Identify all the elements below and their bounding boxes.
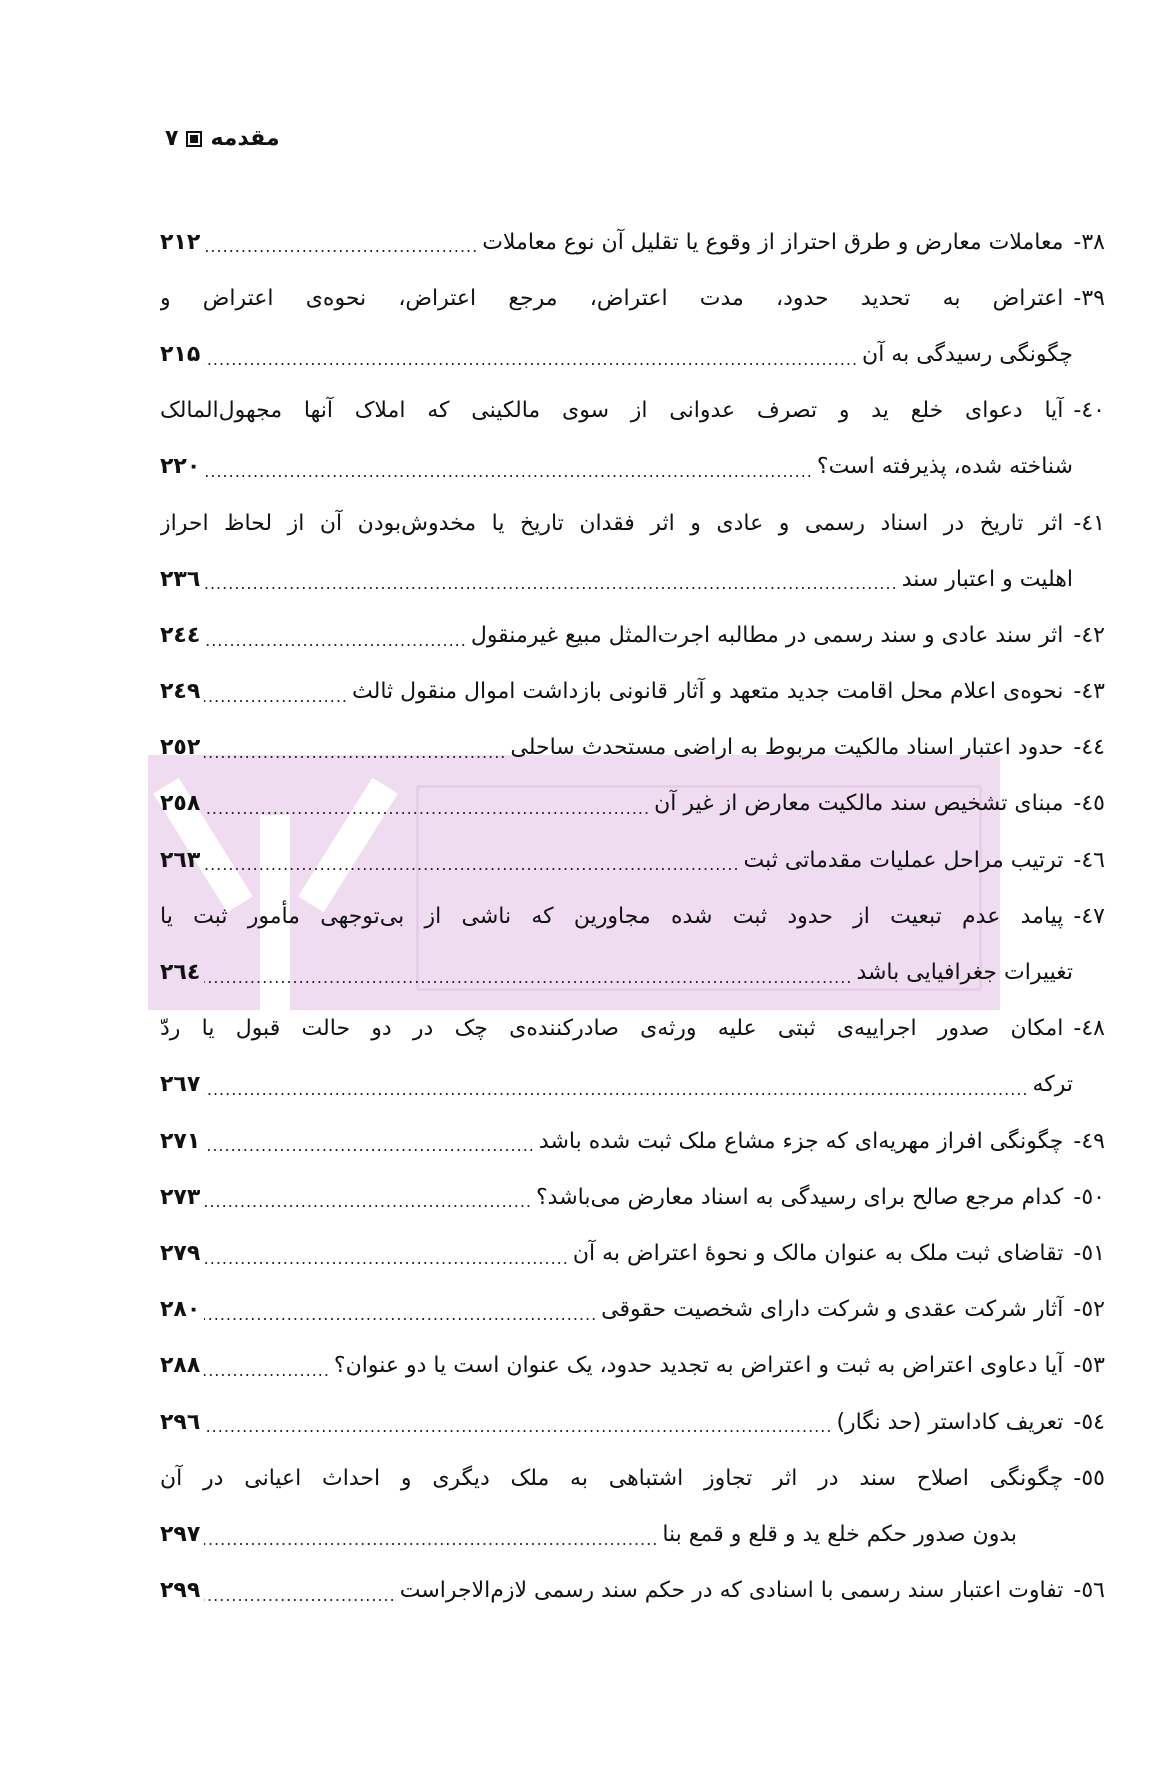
toc-line	[160, 439, 1105, 495]
entry-number: ٤٤-	[1073, 735, 1105, 761]
dot-leader	[204, 1361, 330, 1394]
entry-title: شناخته شده، پذیرفته است؟	[816, 454, 1073, 480]
toc-entry[interactable]	[160, 720, 1105, 776]
entry-page: ۲٤۹	[160, 679, 201, 705]
toc-line	[160, 1450, 1105, 1506]
square-bullet-icon	[186, 131, 202, 147]
entry-number: ۳۸-	[1073, 229, 1105, 255]
entry-page: ۲٥۲	[160, 735, 201, 761]
dot-leader	[204, 799, 650, 832]
dot-leader	[204, 1530, 658, 1563]
toc-line	[160, 1394, 1105, 1450]
entry-page: ۲٦۷	[160, 1072, 201, 1098]
page-number: ۷	[165, 126, 179, 151]
entry-title: پیامد عدم تبعیت از حدود ثبت شده مجاورین که ناشی از بی‌توجهی مأمور ثبت یا	[160, 903, 1064, 929]
dot-leader	[204, 743, 506, 776]
entry-title: آیا دعاوی اعتراض به ثبت و اعتراض به تجدید حدود، یک عنوان است یا دو عنوان؟	[333, 1353, 1064, 1379]
toc-entry[interactable]	[160, 1169, 1105, 1225]
table-of-contents	[160, 214, 1105, 1619]
entry-title: اعتراض به تحدید حدود، مدت اعتراض، مرجع اعتراض، نحوه‌ی اعتراض و	[160, 285, 1064, 311]
entry-title: اثر سند عادی و سند رسمی در مطالبه اجرت‌المثل مبیع غیرمنقول	[470, 622, 1064, 648]
toc-line	[160, 944, 1105, 1000]
toc-entry[interactable]	[160, 888, 1105, 1000]
entry-number: ٤۰-	[1073, 398, 1105, 424]
entry-title: تغییرات جغرافیایی باشد	[856, 960, 1073, 986]
toc-entry[interactable]	[160, 495, 1105, 607]
entry-number: ٥۰-	[1073, 1184, 1105, 1210]
entry-title: تعریف کاداستر (حد نگار)	[836, 1409, 1064, 1435]
dot-leader	[204, 1249, 569, 1282]
toc-entry[interactable]	[160, 1282, 1105, 1338]
toc-entry[interactable]	[160, 1113, 1105, 1169]
toc-entry[interactable]	[160, 270, 1105, 382]
entry-page: ۲۸۸	[160, 1353, 201, 1379]
toc-line	[160, 1563, 1105, 1619]
entry-number: ٥٦-	[1073, 1578, 1105, 1604]
entry-page: ۲۷۱	[160, 1128, 201, 1154]
section-title: مقدمه	[210, 126, 280, 151]
entry-title: چگونگی اصلاح سند در اثر تجاوز اشتباهی به ملک دیگری و احداث اعیانی در آن	[160, 1465, 1064, 1491]
entry-title: نحوه‌ی اعلام محل اقامت جدید متعهد و آثار قانونی بازداشت اموال منقول ثالث	[352, 679, 1064, 705]
entry-page: ۲٥۸	[160, 791, 201, 817]
entry-number: ٤٥-	[1073, 791, 1105, 817]
entry-number: ٤۲-	[1073, 622, 1105, 648]
entry-title: امکان صدور اجراییه‌ی ثبتی علیه ورثه‌ی صادرکننده‌ی چک در دو حالت قبول یا ردّ	[160, 1016, 1064, 1042]
toc-entry[interactable]	[160, 1001, 1105, 1113]
entry-page: ۲۹٦	[160, 1409, 201, 1435]
entry-number: ٥۲-	[1073, 1297, 1105, 1323]
entry-title: حدود اعتبار اسناد مالکیت مربوط به اراضی مستحدث ساحلی	[510, 735, 1064, 761]
entry-title: ترکه	[1032, 1072, 1073, 1098]
entry-number: ٤۹-	[1073, 1128, 1105, 1154]
toc-line	[160, 1338, 1105, 1394]
dot-leader	[204, 1192, 532, 1225]
dot-leader	[204, 631, 467, 664]
entry-number: ٥٥-	[1073, 1465, 1105, 1491]
dot-leader	[204, 687, 348, 720]
entry-number: ٥۳-	[1073, 1353, 1105, 1379]
entry-number: ٥٤-	[1073, 1409, 1105, 1435]
entry-title: اثر تاریخ در اسناد رسمی و عادی و اثر فقدان تاریخ یا مخدوش‌بودن آن از لحاظ احراز	[160, 510, 1064, 536]
toc-entry[interactable]	[160, 1338, 1105, 1394]
entry-title: ترتیب مراحل عملیات مقدماتی ثبت	[743, 847, 1064, 873]
entry-number: ٤۱-	[1073, 510, 1105, 536]
entry-title: آثار شرکت عقدی و شرکت دارای شخصیت حقوقی	[601, 1297, 1064, 1323]
toc-entry[interactable]	[160, 607, 1105, 663]
toc-line	[160, 1282, 1105, 1338]
entry-title: آیا دعوای خلع ید و تصرف عدوانی از سوی مالکینی که املاک آنها مجهول‌المالک	[160, 398, 1064, 424]
dot-leader	[204, 1586, 395, 1619]
dot-leader	[204, 855, 739, 888]
dot-leader	[204, 574, 897, 607]
toc-line	[160, 383, 1105, 439]
entry-page: ۲۷۳	[160, 1184, 201, 1210]
entry-page: ۲۱۲	[160, 229, 201, 255]
toc-line	[160, 664, 1105, 720]
entry-page: ۲٤٤	[160, 622, 201, 648]
entry-title: تقاضای ثبت ملک به عنوان مالک و نحوهٔ اعتراض به آن	[572, 1240, 1064, 1266]
entry-title: معاملات معارض و طرق احتراز از وقوع یا تقلیل آن نوع معاملات	[482, 229, 1064, 255]
entry-title: چگونگی افراز مهریه‌ای که جزء مشاع ملک ثبت شده باشد	[538, 1128, 1064, 1154]
entry-page: ۲٦۳	[160, 847, 201, 873]
dot-leader	[204, 462, 813, 495]
toc-entry[interactable]	[160, 776, 1105, 832]
entry-number: ٥۱-	[1073, 1240, 1105, 1266]
toc-line	[160, 832, 1105, 888]
toc-line	[160, 214, 1105, 270]
dot-leader	[204, 237, 478, 270]
toc-line	[160, 1057, 1105, 1113]
entry-page: ۲٦٤	[160, 960, 201, 986]
entry-title: اهلیت و اعتبار سند	[901, 566, 1073, 592]
toc-entry[interactable]	[160, 1225, 1105, 1281]
dot-leader	[204, 968, 852, 1001]
toc-entry[interactable]	[160, 664, 1105, 720]
entry-title: بدون صدور حکم خلع ید و قلع و قمع بنا	[662, 1521, 1017, 1547]
entry-title: تفاوت اعتبار سند رسمی با اسنادی که در حکم سند رسمی لازم‌الاجراست	[399, 1578, 1064, 1604]
entry-page: ۲۸۰	[160, 1297, 201, 1323]
entry-number: ٤۷-	[1073, 903, 1105, 929]
entry-page: ۲۷۹	[160, 1240, 201, 1266]
toc-line	[160, 720, 1105, 776]
entry-number: ٤۸-	[1073, 1016, 1105, 1042]
toc-line	[160, 1001, 1105, 1057]
toc-line	[160, 888, 1105, 944]
toc-line	[160, 1506, 1105, 1562]
entry-page: ۲۲۰	[160, 454, 201, 480]
dot-leader	[204, 1080, 1028, 1113]
dot-leader	[204, 1305, 597, 1338]
toc-line	[160, 270, 1105, 326]
entry-page: ۲۱۵	[160, 341, 201, 367]
entry-title: چگونگی رسیدگی به آن	[862, 341, 1073, 367]
entry-number: ٤۳-	[1073, 679, 1105, 705]
entry-page: ۲۹۷	[160, 1521, 201, 1547]
toc-line	[160, 776, 1105, 832]
toc-line	[160, 551, 1105, 607]
entry-page: ۲۳٦	[160, 566, 201, 592]
dot-leader	[204, 1136, 535, 1169]
entry-title: کدام مرجع صالح برای رسیدگی به اسناد معارض می‌باشد؟	[536, 1184, 1064, 1210]
entry-number: ۳۹-	[1073, 285, 1105, 311]
entry-number: ٤٦-	[1073, 847, 1105, 873]
entry-title: مبنای تشخیص سند مالکیت معارض از غیر آن	[654, 791, 1064, 817]
dot-leader	[204, 1417, 832, 1450]
running-header	[165, 126, 280, 151]
toc-line	[160, 1169, 1105, 1225]
toc-entry[interactable]	[160, 1450, 1105, 1562]
toc-entry[interactable]	[160, 832, 1105, 888]
toc-entry[interactable]	[160, 214, 1105, 270]
dot-leader	[204, 350, 858, 383]
toc-entry[interactable]	[160, 1394, 1105, 1450]
toc-line	[160, 607, 1105, 663]
toc-line	[160, 1113, 1105, 1169]
toc-line	[160, 495, 1105, 551]
toc-entry[interactable]	[160, 1563, 1105, 1619]
toc-entry[interactable]	[160, 383, 1105, 495]
entry-page: ۲۹۹	[160, 1578, 201, 1604]
toc-line	[160, 326, 1105, 382]
toc-line	[160, 1225, 1105, 1281]
